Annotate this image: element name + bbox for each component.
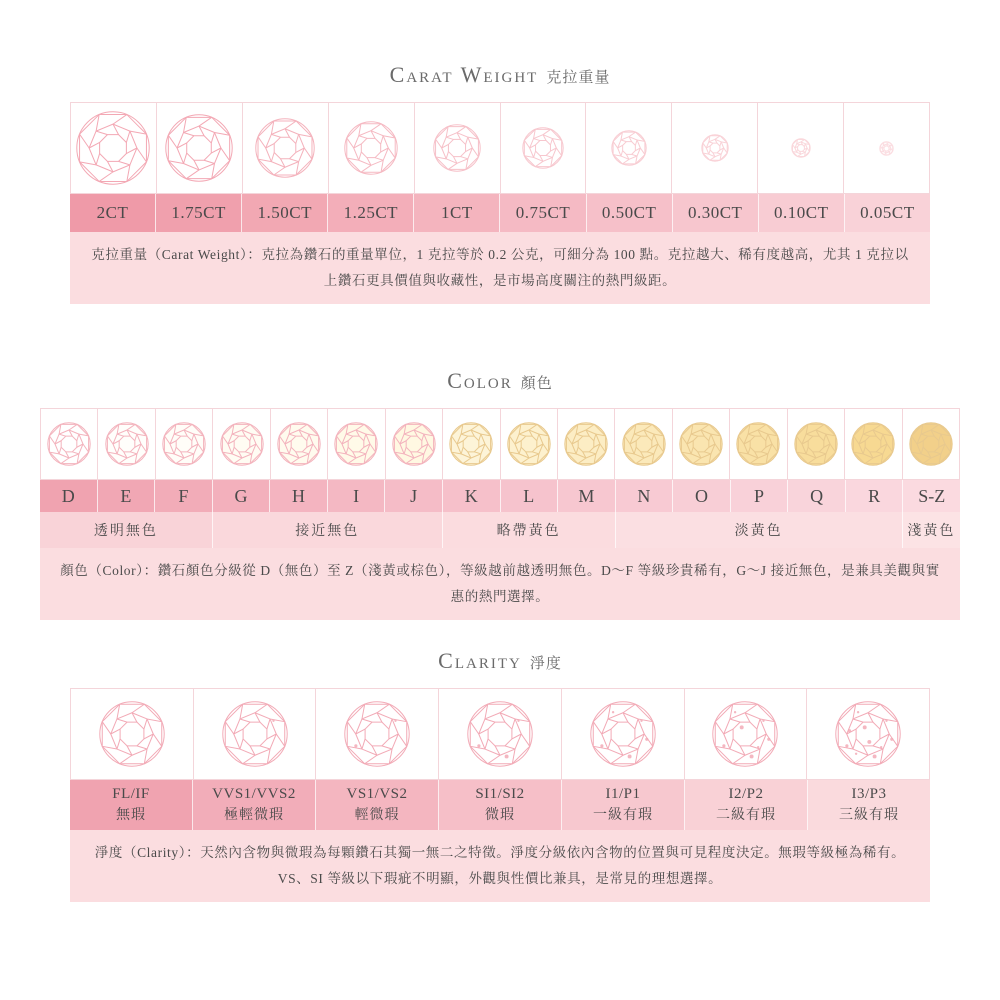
- clarity-label-zh: 微瑕: [485, 808, 515, 823]
- section-carat-weight: [0, 62, 1000, 304]
- clarity-label-en: SI1/SI2: [475, 786, 525, 802]
- color-group-2: 略帶黃色: [443, 512, 616, 548]
- clarity-label-4: [562, 780, 685, 830]
- diamond-icon: [76, 111, 150, 185]
- section-color: [0, 368, 1000, 620]
- color-group-3: 淡黃色: [616, 512, 903, 548]
- carat-gem-5: [500, 102, 586, 194]
- color-grade-J: J: [385, 480, 443, 512]
- diamond-icon: [99, 701, 165, 767]
- clarity-label-0: [70, 780, 193, 830]
- diamond-icon: [835, 701, 901, 767]
- carat-gem-3: [328, 102, 414, 194]
- diamond-icon: [392, 422, 436, 466]
- clarity-section-title: [0, 648, 1000, 674]
- carat-title-zh: 克拉重量: [546, 70, 611, 86]
- color-gem-P: [729, 408, 786, 480]
- clarity-label-row: [70, 780, 930, 830]
- clarity-gem-5: [684, 688, 807, 780]
- color-gem-H: [270, 408, 327, 480]
- diamond-icon: [879, 141, 894, 156]
- color-grade-P: P: [731, 480, 789, 512]
- color-grade-E: E: [98, 480, 156, 512]
- carat-gem-9: [843, 102, 930, 194]
- color-gem-N: [614, 408, 671, 480]
- carat-gem-2: [242, 102, 328, 194]
- color-grade-M: M: [558, 480, 616, 512]
- carat-gem-8: [757, 102, 843, 194]
- color-grade-N: N: [616, 480, 674, 512]
- clarity-label-zh: 二級有瑕: [716, 808, 776, 823]
- color-grade-Q: Q: [788, 480, 846, 512]
- diamond-icon: [794, 422, 838, 466]
- clarity-label-2: [316, 780, 439, 830]
- clarity-label-en: I1/P1: [605, 786, 641, 802]
- diamond-icon: [105, 422, 149, 466]
- color-gem-D: [40, 408, 97, 480]
- color-gem-row: [40, 408, 960, 480]
- color-gem-E: [97, 408, 154, 480]
- color-grade-L: L: [501, 480, 559, 512]
- clarity-gem-0: [70, 688, 193, 780]
- color-table: [40, 408, 960, 548]
- carat-gem-6: [585, 102, 671, 194]
- color-gem-L: [500, 408, 557, 480]
- color-gem-G: [212, 408, 269, 480]
- diamond-icon: [507, 422, 551, 466]
- carat-label-8: 0.10CT: [759, 194, 845, 232]
- color-gem-M: [557, 408, 614, 480]
- clarity-label-5: [685, 780, 808, 830]
- color-group-1: 接近無色: [213, 512, 443, 548]
- clarity-label-zh: 一級有瑕: [593, 808, 653, 823]
- clarity-title-zh: 淨度: [529, 656, 562, 672]
- color-grade-R: R: [846, 480, 904, 512]
- diamond-icon: [449, 422, 493, 466]
- clarity-label-zh: 極輕微瑕: [224, 808, 284, 823]
- clarity-description: 淨度（Clarity）：天然內含物與微瑕為每顆鑽石其獨一無二之特徵。淨度分級依內含物的位置與可見程度決定。無瑕等級極為稀有。VS、SI 等級以下瑕疵不明顯，外觀與性價比兼具，是常見的理想選擇。: [70, 830, 930, 902]
- diamond-icon: [679, 422, 723, 466]
- color-gem-Q: [787, 408, 844, 480]
- color-gem-S-Z: [902, 408, 960, 480]
- carat-title-en: Carat Weight: [389, 62, 539, 87]
- carat-gem-7: [671, 102, 757, 194]
- clarity-label-1: [193, 780, 316, 830]
- diamond-icon: [334, 422, 378, 466]
- clarity-gem-6: [806, 688, 930, 780]
- color-gem-R: [844, 408, 901, 480]
- clarity-label-zh: 輕微瑕: [354, 808, 400, 823]
- color-gem-F: [155, 408, 212, 480]
- section-clarity: [0, 648, 1000, 902]
- diamond-icon: [47, 422, 91, 466]
- carat-gem-row: [70, 102, 930, 194]
- diamond-icon: [220, 422, 264, 466]
- color-gem-O: [672, 408, 729, 480]
- color-description: 顏色（Color）：鑽石顏色分級從 D（無色）至 Z（淺黃或棕色），等級越前越透明無色。D～F 等級珍貴稀有，G～J 接近無色，是兼具美觀與實惠的熱門選擇。: [40, 548, 960, 620]
- diamond-icon: [277, 422, 321, 466]
- color-section-title: [0, 368, 1000, 394]
- clarity-label-3: [439, 780, 562, 830]
- carat-label-6: 0.50CT: [587, 194, 673, 232]
- color-group-row: [40, 512, 960, 548]
- clarity-gem-4: [561, 688, 684, 780]
- color-group-4: 淺黃色: [903, 512, 960, 548]
- diamond-icon: [564, 422, 608, 466]
- carat-gem-1: [156, 102, 242, 194]
- carat-label-0: 2CT: [70, 194, 156, 232]
- diamond-icon: [909, 422, 953, 466]
- carat-gem-4: [414, 102, 500, 194]
- color-gem-K: [442, 408, 499, 480]
- clarity-label-en: I3/P3: [851, 786, 887, 802]
- diamond-icon: [222, 701, 288, 767]
- color-grade-S-Z: S-Z: [903, 480, 960, 512]
- carat-gem-0: [70, 102, 156, 194]
- clarity-gem-1: [193, 688, 316, 780]
- color-title-zh: 顏色: [520, 376, 553, 392]
- carat-label-9: 0.05CT: [845, 194, 930, 232]
- carat-label-1: 1.75CT: [156, 194, 242, 232]
- carat-table: [70, 102, 930, 232]
- clarity-label-zh: 無瑕: [116, 808, 146, 823]
- clarity-label-zh: 三級有瑕: [839, 808, 899, 823]
- clarity-gem-2: [315, 688, 438, 780]
- carat-label-5: 0.75CT: [500, 194, 586, 232]
- diamond-icon: [433, 124, 481, 172]
- diamond-icon: [590, 701, 656, 767]
- color-grade-H: H: [270, 480, 328, 512]
- carat-label-3: 1.25CT: [328, 194, 414, 232]
- diamond-icon: [712, 701, 778, 767]
- diamond-icon: [791, 138, 811, 158]
- color-group-0: 透明無色: [40, 512, 213, 548]
- color-grade-D: D: [40, 480, 98, 512]
- color-title-en: Color: [447, 368, 513, 393]
- diamond-icon: [611, 130, 647, 166]
- clarity-label-en: FL/IF: [112, 786, 150, 802]
- carat-label-7: 0.30CT: [673, 194, 759, 232]
- color-grade-O: O: [673, 480, 731, 512]
- clarity-label-6: [808, 780, 930, 830]
- clarity-table: [70, 688, 930, 830]
- color-grade-K: K: [443, 480, 501, 512]
- diamond-icon: [701, 134, 729, 162]
- diamond-icon: [622, 422, 666, 466]
- color-gem-I: [327, 408, 384, 480]
- clarity-label-en: VVS1/VVS2: [212, 786, 296, 802]
- clarity-gem-row: [70, 688, 930, 780]
- carat-section-title: [0, 62, 1000, 88]
- carat-label-row: [70, 194, 930, 232]
- color-grade-G: G: [213, 480, 271, 512]
- clarity-label-en: VS1/VS2: [346, 786, 408, 802]
- carat-label-4: 1CT: [414, 194, 500, 232]
- carat-label-2: 1.50CT: [242, 194, 328, 232]
- clarity-title-en: Clarity: [438, 648, 522, 673]
- diamond-icon: [736, 422, 780, 466]
- color-grade-F: F: [155, 480, 213, 512]
- diamond-icon: [851, 422, 895, 466]
- diamond-icon: [165, 114, 233, 182]
- carat-description: 克拉重量（Carat Weight）：克拉為鑽石的重量單位，1 克拉等於 0.2 公克，可細分為 100 點。克拉越大、稀有度越高，尤其 1 克拉以上鑽石更具價值與收藏性，是市場高度關注的熱門級距。: [70, 232, 930, 304]
- clarity-label-en: I2/P2: [728, 786, 764, 802]
- clarity-gem-3: [438, 688, 561, 780]
- color-grade-row: [40, 480, 960, 512]
- diamond-icon: [344, 121, 398, 175]
- diamond-icon: [344, 701, 410, 767]
- color-grade-I: I: [328, 480, 386, 512]
- color-gem-J: [385, 408, 442, 480]
- diamond-icon: [162, 422, 206, 466]
- diamond-icon: [255, 118, 315, 178]
- diamond-icon: [467, 701, 533, 767]
- diamond-icon: [522, 127, 564, 169]
